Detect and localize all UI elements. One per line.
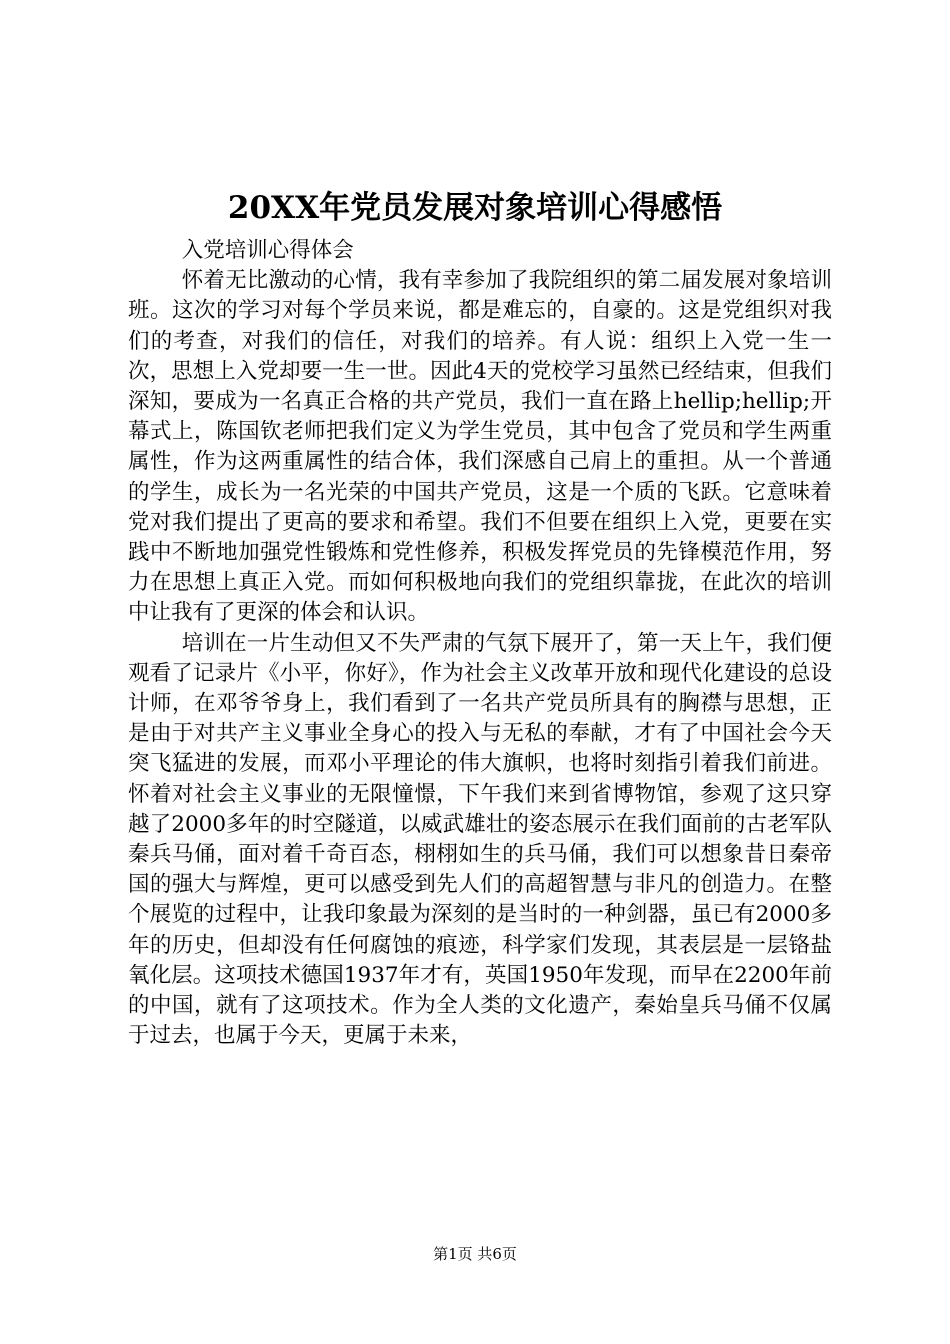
paragraph-2: 培训在一片生动但又不失严肃的气氛下展开了，第一天上午，我们便观看了记录片《小平，你好》，作为社会主义改革开放和现代化建设的总设计师，在邓爷爷身上，我们看到了一名共产党员所具有的胸襟与思想，正是由于对共产主义事业全身心的投入与无私的奉献，才有了中国社会今天突飞猛进的发展，而邓小平理论的伟大旗帜，也将时刻指引着我们前进。怀着对社会主义事业的无限憧憬，下午我们来到省博物馆，参观了这只穿越了2000多年的时空隧道，以威武雄壮的姿态展示在我们面前的古老军队秦兵马俑，面对着千奇百态，栩栩如生的兵马俑，我们可以想象昔日秦帝国的强大与辉煌，更可以感受到先人们的高超智慧与非凡的创造力。在整个展览的过程中，让我印象最为深刻的是当时的一种剑器，虽已有2000多年的历史，但却没有任何腐蚀的痕迹，科学家们发现，其表层是一层铬盐氧化层。这项技术德国1937年才有，英国1950年发现，而早在2200年前的中国，就有了这项技术。作为全人类的文化遗产，秦始皇兵马俑不仅属于过去，也属于今天，更属于未来， [128, 630, 832, 1049]
document-body [128, 236, 832, 1051]
paragraph-1: 怀着无比激动的心情，我有幸参加了我院组织的第二届发展对象培训班。这次的学习对每个学员来说，都是难忘的，自豪的。这是党组织对我们的考查，对我们的信任，对我们的培养。有人说：组织上入党一生一次，思想上入党却要一生一世。因此4天的党校学习虽然已经结束，但我们深知，要成为一名真正合格的共产党员，我们一直在路上hellip;hellip;开幕式上，陈国钦老师把我们定义为学生党员，其中包含了党员和学生两重属性，作为这两重属性的结合体，我们深感自己肩上的重担。从一个普通的学生，成长为一名光荣的中国共产党员，这是一个质的飞跃。它意味着党对我们提出了更高的要求和希望。我们不但要在组织上入党，更要在实践中不断地加强党性锻炼和党性修养，积极发挥党员的先锋模范作用，努力在思想上真正入党。而如何积极地向我们的党组织靠拢，在此次的培训中让我有了更深的体会和认识。 [128, 268, 832, 626]
page-footer: 第1页 共6页 [433, 1245, 517, 1263]
document-title: 20XX年党员发展对象培训心得感悟 [227, 190, 723, 226]
paragraph-subtitle: 入党培训心得体会 [181, 238, 354, 263]
